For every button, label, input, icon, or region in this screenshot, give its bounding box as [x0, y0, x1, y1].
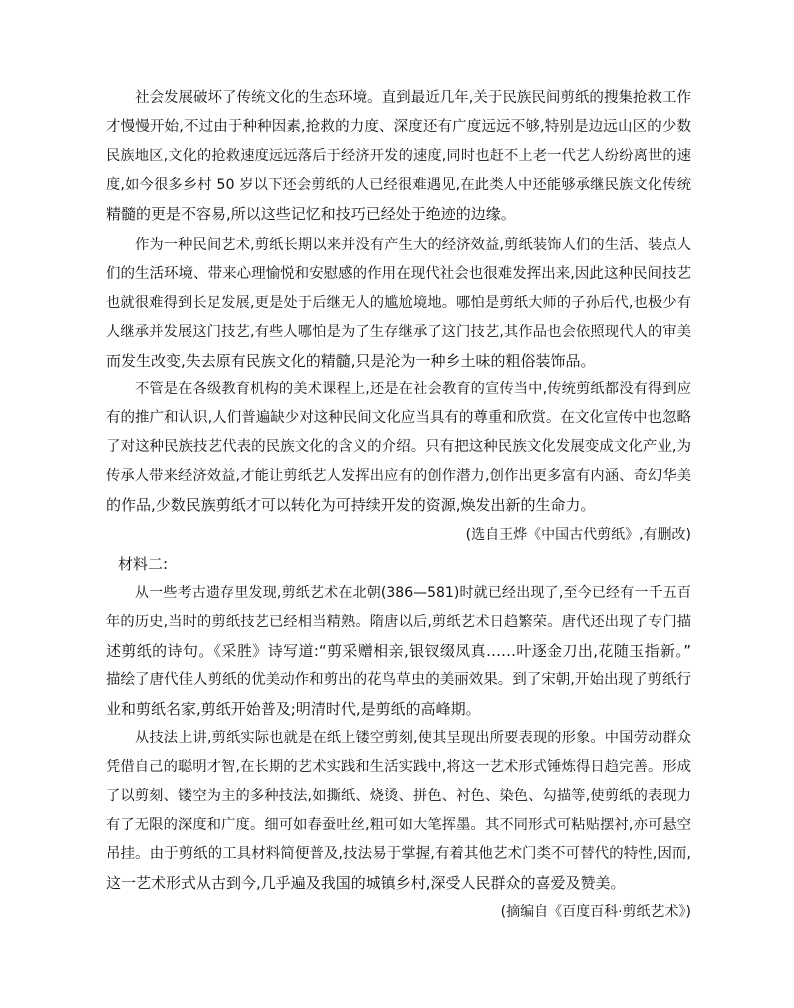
text-line: 描绘了唐代佳人剪纸的优美动作和剪出的花鸟草虫的美丽效果。到了宋朝,开始出现了剪纸行 — [106, 672, 691, 688]
text-line: 业和剪纸名家,剪纸开始普及;明清时代,是剪纸的高峰期。 — [106, 700, 481, 718]
text-line: 而发生改变,失去原有民族文化的精髓,只是沦为一种乡土味的粗俗装饰品。 — [106, 352, 596, 370]
text-line: 人继承并发展这门技艺,有些人哪怕是为了生存继承了这门技艺,其作品也会依照现代人的审美 — [106, 324, 691, 340]
text-line: 民族地区,文化的抢救速度远远落后于经济开发的速度,同时也赶不上老一代艺人纷纷离世的速 — [106, 148, 691, 164]
text-line: 们的生活环境、带来心理愉悦和安慰感的作用在现代社会也很难发挥出来,因此这种民间技艺 — [106, 266, 691, 282]
text-line: 了对这种民族技艺代表的民族文化的含义的介绍。只有把这种民族文化发展变成文化产业,为 — [106, 439, 691, 455]
text-line: 传承人带来经济效益,才能让剪纸艺人发挥出应有的创作潜力,创作出更多富有内涵、奇幻华美 — [106, 468, 691, 484]
source-citation: (选自王烨《中国古代剪纸》,有删改) — [465, 527, 691, 543]
text-line: 不管是在各级教育机构的美术课程上,还是在社会教育的宣传当中,传统剪纸都没有得到应 — [135, 381, 691, 397]
text-line: 度,如今很多乡村 50 岁以下还会剪纸的人已经很难遇见,在此类人中还能够承继民族文化传统 — [106, 177, 691, 193]
text-line: 有了无限的深度和广度。细可如春蚕吐丝,粗可如大笔挥墨。其不同形式可粘贴摆衬,亦可悬空 — [106, 817, 691, 833]
section-heading: 材料二: — [118, 555, 169, 573]
text-line: 社会发展破坏了传统文化的生态环境。直到最近几年,关于民族民间剪纸的搜集抢救工作 — [135, 90, 691, 106]
text-line: 述剪纸的诗句。《采胜》诗写道:“剪采赠相亲,银钗缀凤真……叶逐金刀出,花随玉指新。” — [106, 642, 691, 660]
text-line: 作为一种民间艺术,剪纸长期以来并没有产生大的经济效益,剪纸装饰人们的生活、装点人 — [135, 237, 691, 253]
text-line: 吊挂。由于剪纸的工具材料简便普及,技法易于掌握,有着其他艺术门类不可替代的特性,因而, — [106, 846, 691, 862]
text-line: 了以剪刻、镂空为主的多种技法,如撕纸、烧烫、拼色、衬色、染色、勾描等,使剪纸的表现力 — [106, 788, 691, 804]
text-line: 凭借自己的聪明才智,在长期的艺术实践和生活实践中,将这一艺术形式锤炼得日趋完善。形成 — [106, 759, 691, 775]
text-line: 的作品,少数民族剪纸才可以转化为可持续开发的资源,焕发出新的生命力。 — [106, 496, 596, 514]
text-line: 有的推广和认识,人们普遍缺少对这种民间文化应当具有的尊重和欣赏。在文化宣传中也忽略 — [106, 410, 691, 426]
text-line: 才慢慢开始,不过由于种种因素,抢救的力度、深度还有广度远远不够,特别是边远山区的少数 — [106, 119, 691, 135]
source-citation: (摘编自《百度百科·剪纸艺术》) — [500, 904, 691, 920]
text-line: 从技法上讲,剪纸实际也就是在纸上镂空剪刻,使其呈现出所要表现的形象。中国劳动群众 — [135, 730, 691, 746]
text-line: 这一艺术形式从古到今,几乎遍及我国的城镇乡村,深受人民群众的喜爱及赞美。 — [106, 874, 626, 892]
text-column — [106, 0, 691, 1008]
text-line: 从一些考古遗存里发现,剪纸艺术在北朝(386—581)时就已经出现了,至今已经有一千五百 — [135, 585, 691, 601]
text-line: 年的历史,当时的剪纸技艺已经相当精熟。隋唐以后,剪纸艺术日趋繁荣。唐代还出现了专门描 — [106, 614, 691, 630]
text-line: 也就很难得到长足发展,更是处于后继无人的尴尬境地。哪怕是剪纸大师的子孙后代,也极少有 — [106, 295, 691, 311]
text-line: 精髓的更是不容易,所以这些记忆和技巧已经处于绝迹的边缘。 — [106, 205, 516, 223]
